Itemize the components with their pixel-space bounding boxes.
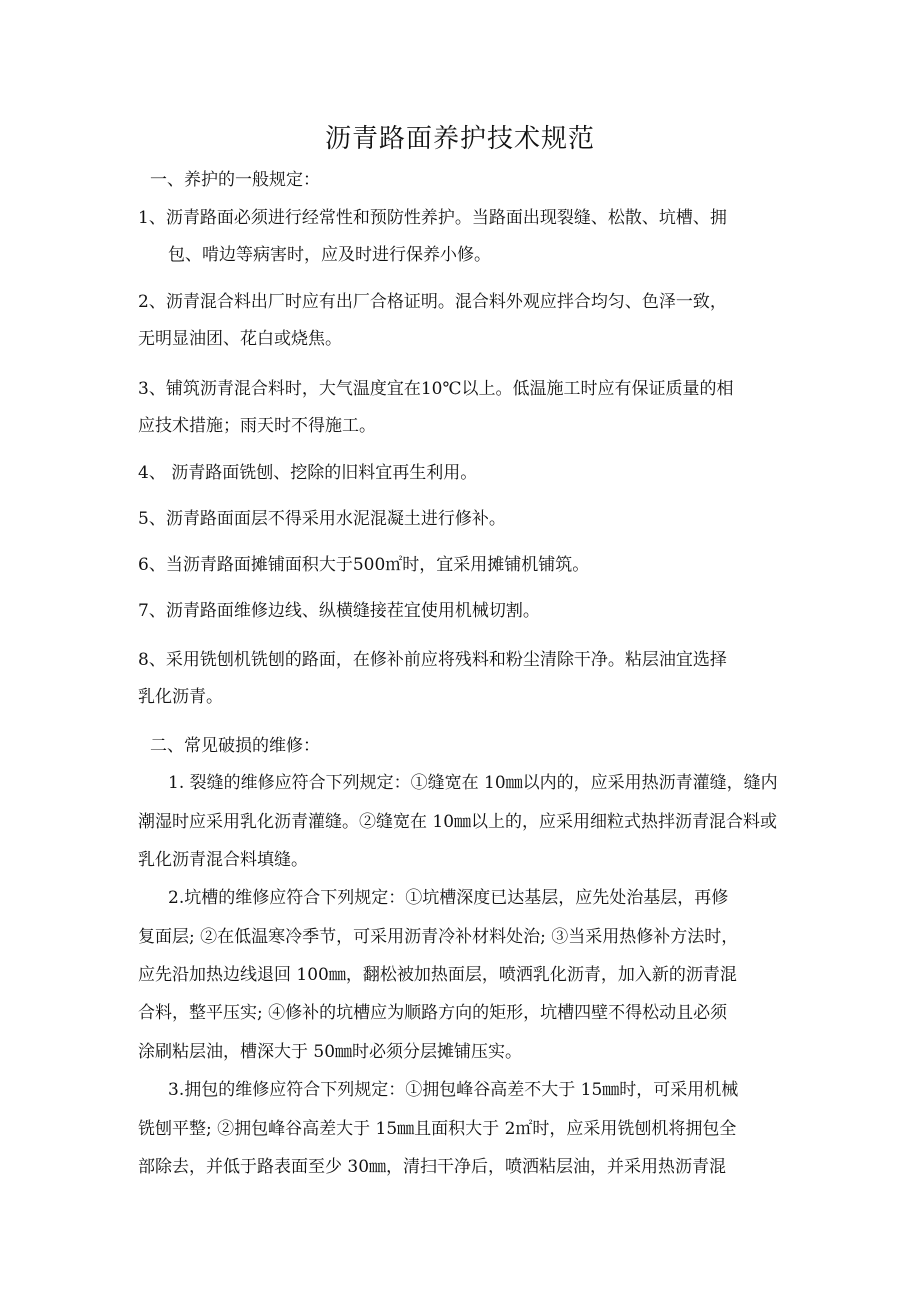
page-title: 沥青路面养护技术规范 [324, 124, 595, 154]
paragraph-line: 2.坑槽的维修应符合下列规定：①坑槽深度已达基层，应先处治基层，再修 [168, 888, 729, 908]
paragraph-line: 涂刷粘层油，槽深大于 50㎜时必须分层摊铺压实。 [138, 1042, 523, 1062]
paragraph-line: 7、沥青路面维修边线、纵横缝接茬宜使用机械切割。 [138, 601, 540, 621]
paragraph-line: 1、沥青路面必须进行经常性和预防性养护。当路面出现裂缝、松散、坑槽、拥 [138, 208, 727, 228]
paragraph-line: 1. 裂缝的维修应符合下列规定：①缝宽在 10㎜以内的，应采用热沥青灌缝，缝内 [168, 773, 778, 793]
paragraph-line: 潮湿时应采用乳化沥青灌缝。②缝宽在 10㎜以上的，应采用细粒式热拌沥青混合料或 [138, 812, 778, 832]
paragraph-line: 4、 沥青路面铣刨、挖除的旧料宜再生利用。 [138, 463, 478, 483]
paragraph-line: 乳化沥青。 [138, 687, 223, 707]
paragraph-line: 5、沥青路面面层不得采用水泥混凝土进行修补。 [138, 509, 506, 529]
paragraph-line: 应先沿加热边线退回 100㎜，翻松被加热面层，喷洒乳化沥青，加入新的沥青混 [138, 965, 737, 985]
paragraph-line: 合料，整平压实; ④修补的坑槽应为顺路方向的矩形，坑槽四壁不得松动且必须 [138, 1003, 728, 1023]
paragraph-line: 包、啃边等病害时，应及时进行保养小修。 [168, 245, 491, 265]
paragraph-line: 乳化沥青混合料填缝。 [138, 850, 308, 870]
section-heading-general: 一、养护的一般规定： [150, 170, 320, 190]
paragraph-line: 复面层; ②在低温寒冷季节，可采用沥青冷补材料处治; ③当采用热修补方法时， [138, 927, 739, 947]
paragraph-line: 部除去，并低于路表面至少 30㎜，清扫干净后，喷洒粘层油，并采用热沥青混 [138, 1157, 727, 1177]
paragraph-line: 8、采用铣刨机铣刨的路面，在修补前应将残料和粉尘清除干净。粘层油宜选择 [138, 650, 727, 670]
paragraph-line: 6、当沥青路面摊铺面积大于500㎡时，宜采用摊铺机铺筑。 [138, 555, 590, 575]
paragraph-line: 3、铺筑沥青混合料时，大气温度宜在10℃以上。低温施工时应有保证质量的相 [138, 379, 734, 399]
paragraph-line: 3.拥包的维修应符合下列规定：①拥包峰谷高差不大于 15㎜时，可采用机械 [168, 1080, 739, 1100]
paragraph-line: 应技术措施；雨天时不得施工。 [138, 416, 376, 436]
paragraph-line: 2、沥青混合料出厂时应有出厂合格证明。混合料外观应拌合均匀、色泽一致， [138, 292, 727, 312]
section-heading-repair: 二、常见破损的维修： [150, 736, 320, 756]
paragraph-line: 无明显油团、花白或烧焦。 [138, 329, 342, 349]
paragraph-line: 铣刨平整; ②拥包峰谷高差大于 15㎜且面积大于 2㎡时，应采用铣刨机将拥包全 [138, 1119, 737, 1139]
